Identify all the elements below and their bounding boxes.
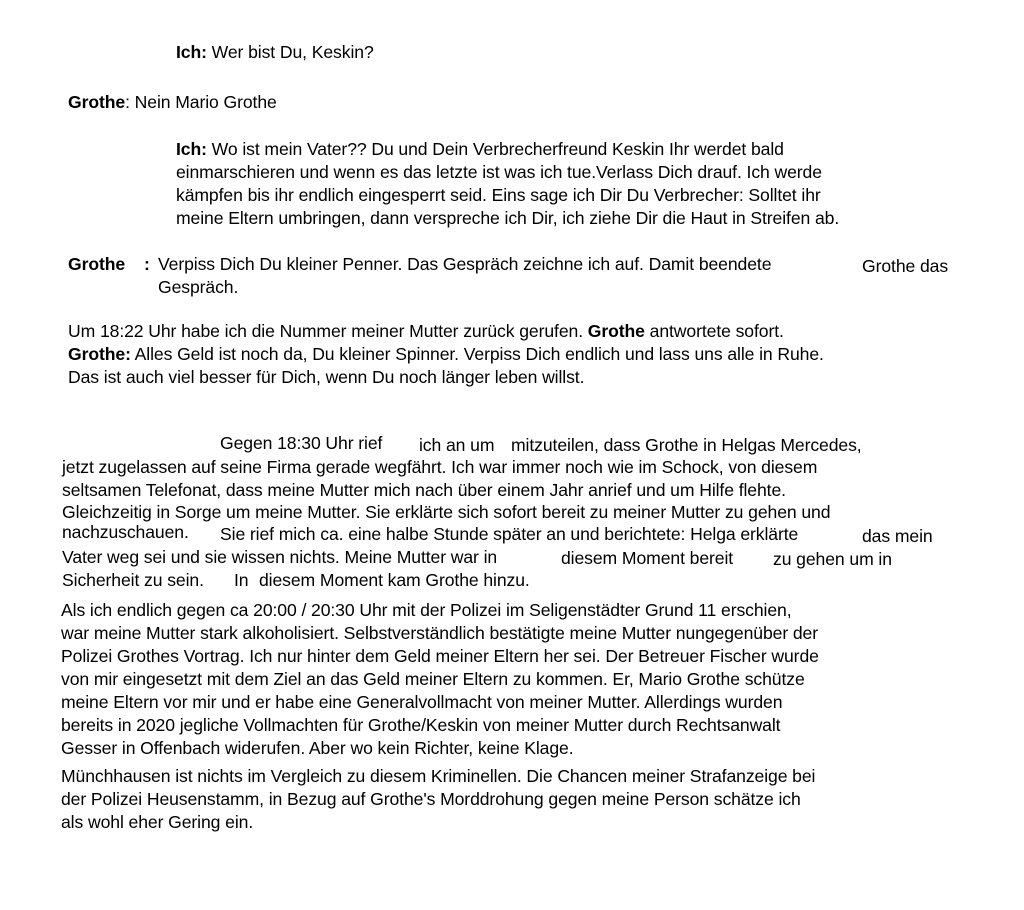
paragraph-text-line: war meine Mutter stark alkoholisiert. Selbstverständlich bestätigte meine Mutter nungegenüber der bbox=[61, 623, 818, 643]
paragraph-text-line: von mir eingesetzt mit dem Ziel an das Geld meiner Eltern zu kommen. Er, Mario Grothe schütze bbox=[61, 669, 805, 689]
paragraph-text-line: Vater weg sei und sie wissen nichts. Meine Mutter war in bbox=[62, 547, 498, 567]
dialog-text-line: kämpfen bis ihr endlich eingesperrt seid. Eins sage ich Dir Du Verbrecher: Solltet ihr bbox=[176, 185, 821, 205]
paragraph-text-line: Polizei Grothes Vortrag. Ich nur hinter dem Geld meiner Eltern her sei. Der Betreuer Fischer wurde bbox=[61, 646, 819, 666]
paragraph-text-line: Als ich endlich gegen ca 20:00 / 20:30 Uhr mit der Polizei im Seligenstädter Grund 11 erschien, bbox=[61, 600, 792, 620]
speaker-colon: : bbox=[144, 254, 150, 274]
speaker-label: Ich: bbox=[176, 139, 207, 159]
dialog-text-line: Grothe das bbox=[862, 256, 949, 276]
paragraph-text-line: ich an um bbox=[419, 435, 495, 455]
paragraph-text-line: zu gehen um in bbox=[773, 549, 892, 569]
paragraph-text-line: als wohl eher Gering ein. bbox=[61, 812, 254, 832]
paragraph-text-line: nachzuschauen. bbox=[62, 522, 189, 542]
dialog-text: : Nein Mario Grothe bbox=[125, 92, 277, 112]
dialog-line-ich-2 bbox=[176, 138, 784, 160]
paragraph-text-line: diesem Moment kam Grothe hinzu. bbox=[259, 570, 530, 590]
name-grothe: Grothe bbox=[587, 321, 645, 341]
callback-line-1 bbox=[68, 320, 784, 342]
dialog-text: Wo ist mein Vater?? Du und Dein Verbrecherfreund Keskin Ihr werdet bald bbox=[206, 139, 784, 159]
callback-line-3: Das ist auch viel besser für Dich, wenn Du noch länger leben willst. bbox=[68, 367, 585, 387]
paragraph-text-line: Sicherheit zu sein. bbox=[62, 570, 204, 590]
paragraph-text-line: Sie rief mich ca. eine halbe Stunde später an und berichtete: Helga erklärte bbox=[220, 524, 799, 544]
paragraph-text-line: jetzt zugelassen auf seine Firma gerade wegfährt. Ich war immer noch wie im Schock, von diesem bbox=[62, 457, 818, 477]
dialog-text-line: einmarschieren und wenn es das letzte ist was ich tue.Verlass Dich drauf. Ich werde bbox=[176, 162, 822, 182]
paragraph-text-line: der Polizei Heusenstamm, in Bezug auf Grothe's Morddrohung gegen meine Person schätze ich bbox=[61, 789, 801, 809]
paragraph-text-line: bereits in 2020 jegliche Vollmachten für Grothe/Keskin von meiner Mutter durch Rechtsanwalt bbox=[61, 715, 781, 735]
paragraph-text-line: meine Eltern vor mir und er habe eine Generalvollmacht von meiner Mutter. Allerdings wurden bbox=[61, 692, 783, 712]
speaker-label: Grothe: bbox=[68, 344, 131, 364]
dialog-text-line: meine Eltern umbringen, dann verspreche ich Dir, ich ziehe Dir die Haut in Streifen ab. bbox=[176, 208, 840, 228]
paragraph-text-line: Gleichzeitig in Sorge um meine Mutter. Sie erklärte sich sofort bereit zu meiner Mutter zu gehen und bbox=[62, 502, 831, 522]
speaker-label: Grothe bbox=[68, 92, 126, 112]
paragraph-text-line: seltsamen Telefonat, dass meine Mutter mich nach über einem Jahr anrief und um Hilfe flehte. bbox=[62, 480, 786, 500]
dialog-text-line: Gespräch. bbox=[158, 277, 239, 297]
paragraph-text-line: mitzuteilen, dass Grothe in Helgas Mercedes, bbox=[511, 435, 862, 455]
dialog-text: Wer bist Du, Keskin? bbox=[206, 42, 374, 62]
paragraph-text-line: das mein bbox=[862, 526, 933, 546]
paragraph-text-line: diesem Moment bereit bbox=[561, 548, 734, 568]
dialog-text-line: Verpiss Dich Du kleiner Penner. Das Gespräch zeichne ich auf. Damit beendete bbox=[158, 254, 772, 274]
callback-text: antwortete sofort. bbox=[644, 321, 784, 341]
paragraph-text-line: In bbox=[234, 570, 249, 590]
callback-text: Um 18:22 Uhr habe ich die Nummer meiner Mutter zurück gerufen. bbox=[68, 321, 588, 341]
dialog-line-ich-1 bbox=[176, 41, 374, 63]
paragraph-text-line: Gegen 18:30 Uhr rief bbox=[220, 433, 383, 453]
speaker-label: Ich: bbox=[176, 42, 207, 62]
dialog-line-grothe-1 bbox=[68, 91, 277, 113]
callback-text: Alles Geld ist noch da, Du kleiner Spinner. Verpiss Dich endlich und lass uns alle in Ruhe. bbox=[130, 344, 824, 364]
speaker-label: Grothe bbox=[68, 254, 126, 274]
callback-line-2 bbox=[68, 343, 824, 365]
paragraph-text-line: Münchhausen ist nichts im Vergleich zu diesem Kriminellen. Die Chancen meiner Strafanzeige bei bbox=[61, 766, 816, 786]
paragraph-text-line: Gesser in Offenbach widerufen. Aber wo kein Richter, keine Klage. bbox=[61, 738, 574, 758]
